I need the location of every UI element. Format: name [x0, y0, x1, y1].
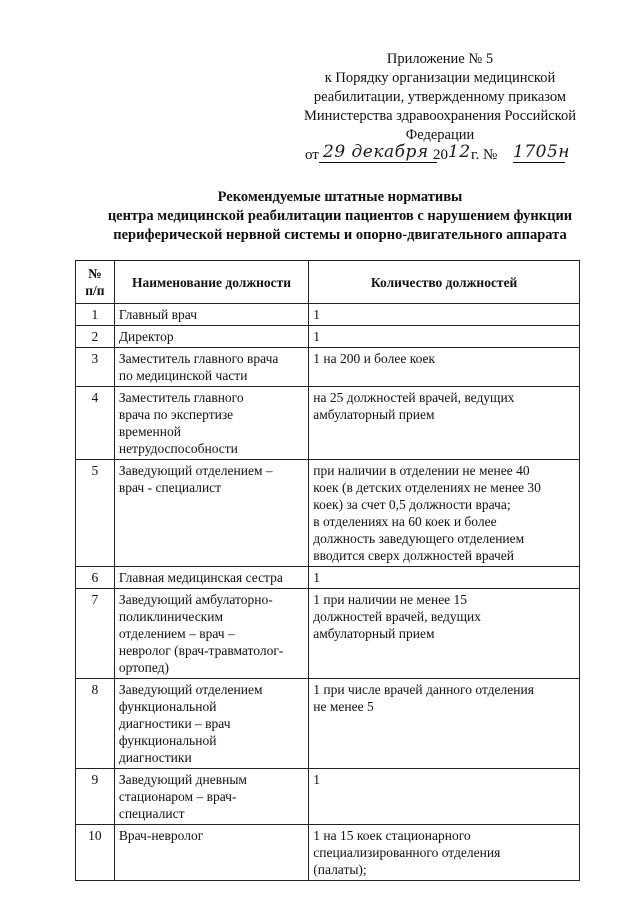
table-row: [76, 348, 580, 387]
table-row: [76, 326, 580, 348]
position-count: 1 на 200 и более коек: [309, 348, 580, 387]
year-prefix: 20: [433, 147, 448, 163]
header-line: Федерации: [405, 127, 475, 143]
row-number: 9: [76, 769, 115, 825]
row-number: 2: [76, 326, 115, 348]
document-title: [60, 188, 620, 245]
position-count: 1: [309, 567, 580, 589]
table-row: [76, 825, 580, 881]
position-name: Заведующий отделением функциональной диагностики – врач функциональной диагностики: [114, 679, 308, 769]
handwritten-date: 29 декабря: [323, 142, 429, 162]
position-count: 1: [309, 326, 580, 348]
position-count: при наличии в отделении не менее 40 коек (в детских отделениях не менее 30 коек) за счет 0,5 должности врача; в отделениях на 60 коек и более должность заведующего отделением вводится сверх должностей врачей: [309, 460, 580, 567]
header-line: к Порядку организации медицинской: [324, 70, 556, 86]
title-line: Рекомендуемые штатные нормативы: [217, 189, 463, 205]
row-number: 1: [76, 304, 115, 326]
year-suffix: г. №: [471, 147, 498, 163]
column-header-number: № п/п: [76, 261, 115, 304]
table-row: [76, 387, 580, 460]
appendix-header: [280, 50, 600, 145]
table-row: [76, 589, 580, 679]
position-name: Заместитель главного врача по экспертизе временной нетрудоспособности: [114, 387, 308, 460]
date-underline: [319, 162, 437, 163]
row-number: 7: [76, 589, 115, 679]
row-number: 4: [76, 387, 115, 460]
row-number: 6: [76, 567, 115, 589]
staffing-table: [75, 260, 580, 881]
row-number: 10: [76, 825, 115, 881]
column-header-position: Наименование должности: [114, 261, 308, 304]
position-name: Врач-невролог: [114, 825, 308, 881]
position-name: Заместитель главного врача по медицинской части: [114, 348, 308, 387]
table-row: [76, 567, 580, 589]
table-row: [76, 769, 580, 825]
position-name: Заведующий отделением – врач - специалист: [114, 460, 308, 567]
position-count: на 25 должностей врачей, ведущих амбулаторный прием: [309, 387, 580, 460]
table-header-row: [76, 261, 580, 304]
number-underline: [513, 162, 565, 163]
order-date-number: [305, 140, 575, 166]
date-prefix: от: [305, 147, 319, 163]
table-row: [76, 679, 580, 769]
row-number: 3: [76, 348, 115, 387]
title-line: центра медицинской реабилитации пациентов с нарушением функции: [107, 208, 573, 224]
row-number: 5: [76, 460, 115, 567]
header-line: Министерства здравоохранения Российской: [304, 108, 576, 124]
handwritten-number: 1705н: [513, 142, 570, 162]
appendix-number: Приложение № 5: [386, 51, 494, 67]
position-name: Директор: [114, 326, 308, 348]
position-name: Заведующий дневным стационаром – врач- специалист: [114, 769, 308, 825]
row-number: 8: [76, 679, 115, 769]
position-count: 1: [309, 304, 580, 326]
handwritten-year: 12: [448, 142, 471, 162]
position-count: 1 при наличии не менее 15 должностей врачей, ведущих амбулаторный прием: [309, 589, 580, 679]
position-name: Главный врач: [114, 304, 308, 326]
position-count: 1: [309, 769, 580, 825]
position-count: 1 при числе врачей данного отделения не менее 5: [309, 679, 580, 769]
column-header-count: Количество должностей: [309, 261, 580, 304]
title-line: периферической нервной системы и опорно-двигательного аппарата: [113, 227, 567, 243]
position-name: Главная медицинская сестра: [114, 567, 308, 589]
table-row: [76, 304, 580, 326]
position-count: 1 на 15 коек стационарного специализированного отделения (палаты);: [309, 825, 580, 881]
table-row: [76, 460, 580, 567]
header-line: реабилитации, утвержденному приказом: [313, 89, 567, 105]
position-name: Заведующий амбулаторно- поликлиническим отделением – врач – невролог (врач-травматолог- ортопед): [114, 589, 308, 679]
